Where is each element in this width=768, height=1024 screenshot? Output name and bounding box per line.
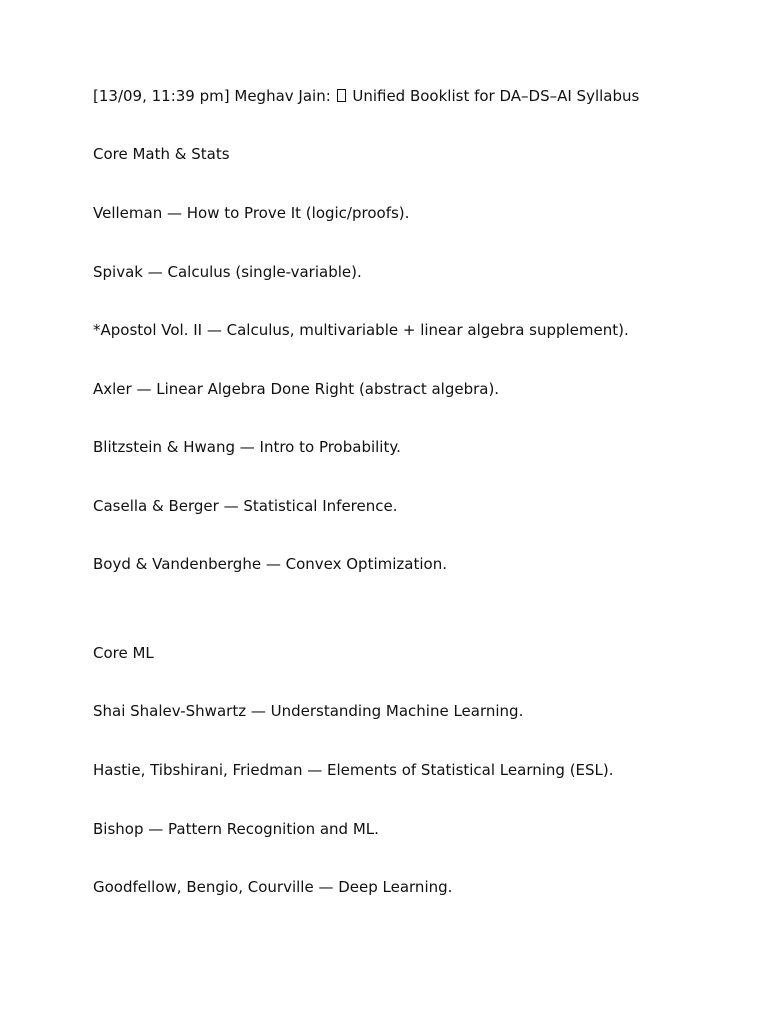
book-item: Boyd & Vandenberghe — Convex Optimization. [93,555,447,573]
book-item: Bishop — Pattern Recognition and ML. [93,820,379,838]
section-heading-core-ml: Core ML [93,644,154,662]
book-item: Casella & Berger — Statistical Inference. [93,497,398,515]
missing-emoji-icon [337,89,346,102]
section-heading-core-math: Core Math & Stats [93,145,230,163]
book-item: *Apostol Vol. II — Calculus, multivariable + linear algebra supplement). [93,321,629,339]
book-item: Blitzstein & Hwang — Intro to Probability. [93,438,401,456]
book-item: Spivak — Calculus (single-variable). [93,263,362,281]
message-author: Meghav Jain: [234,87,331,105]
book-item: Axler — Linear Algebra Done Right (abstract algebra). [93,380,500,398]
message-header [93,87,639,105]
message-timestamp: [13/09, 11:39 pm] [93,87,230,105]
book-item: Hastie, Tibshirani, Friedman — Elements of Statistical Learning (ESL). [93,761,614,779]
book-item: Goodfellow, Bengio, Courville — Deep Learning. [93,878,453,896]
message-title: Unified Booklist for DA–DS–AI Syllabus [352,87,640,105]
book-item: Velleman — How to Prove It (logic/proofs). [93,204,410,222]
book-item: Shai Shalev-Shwartz — Understanding Machine Learning. [93,702,524,720]
